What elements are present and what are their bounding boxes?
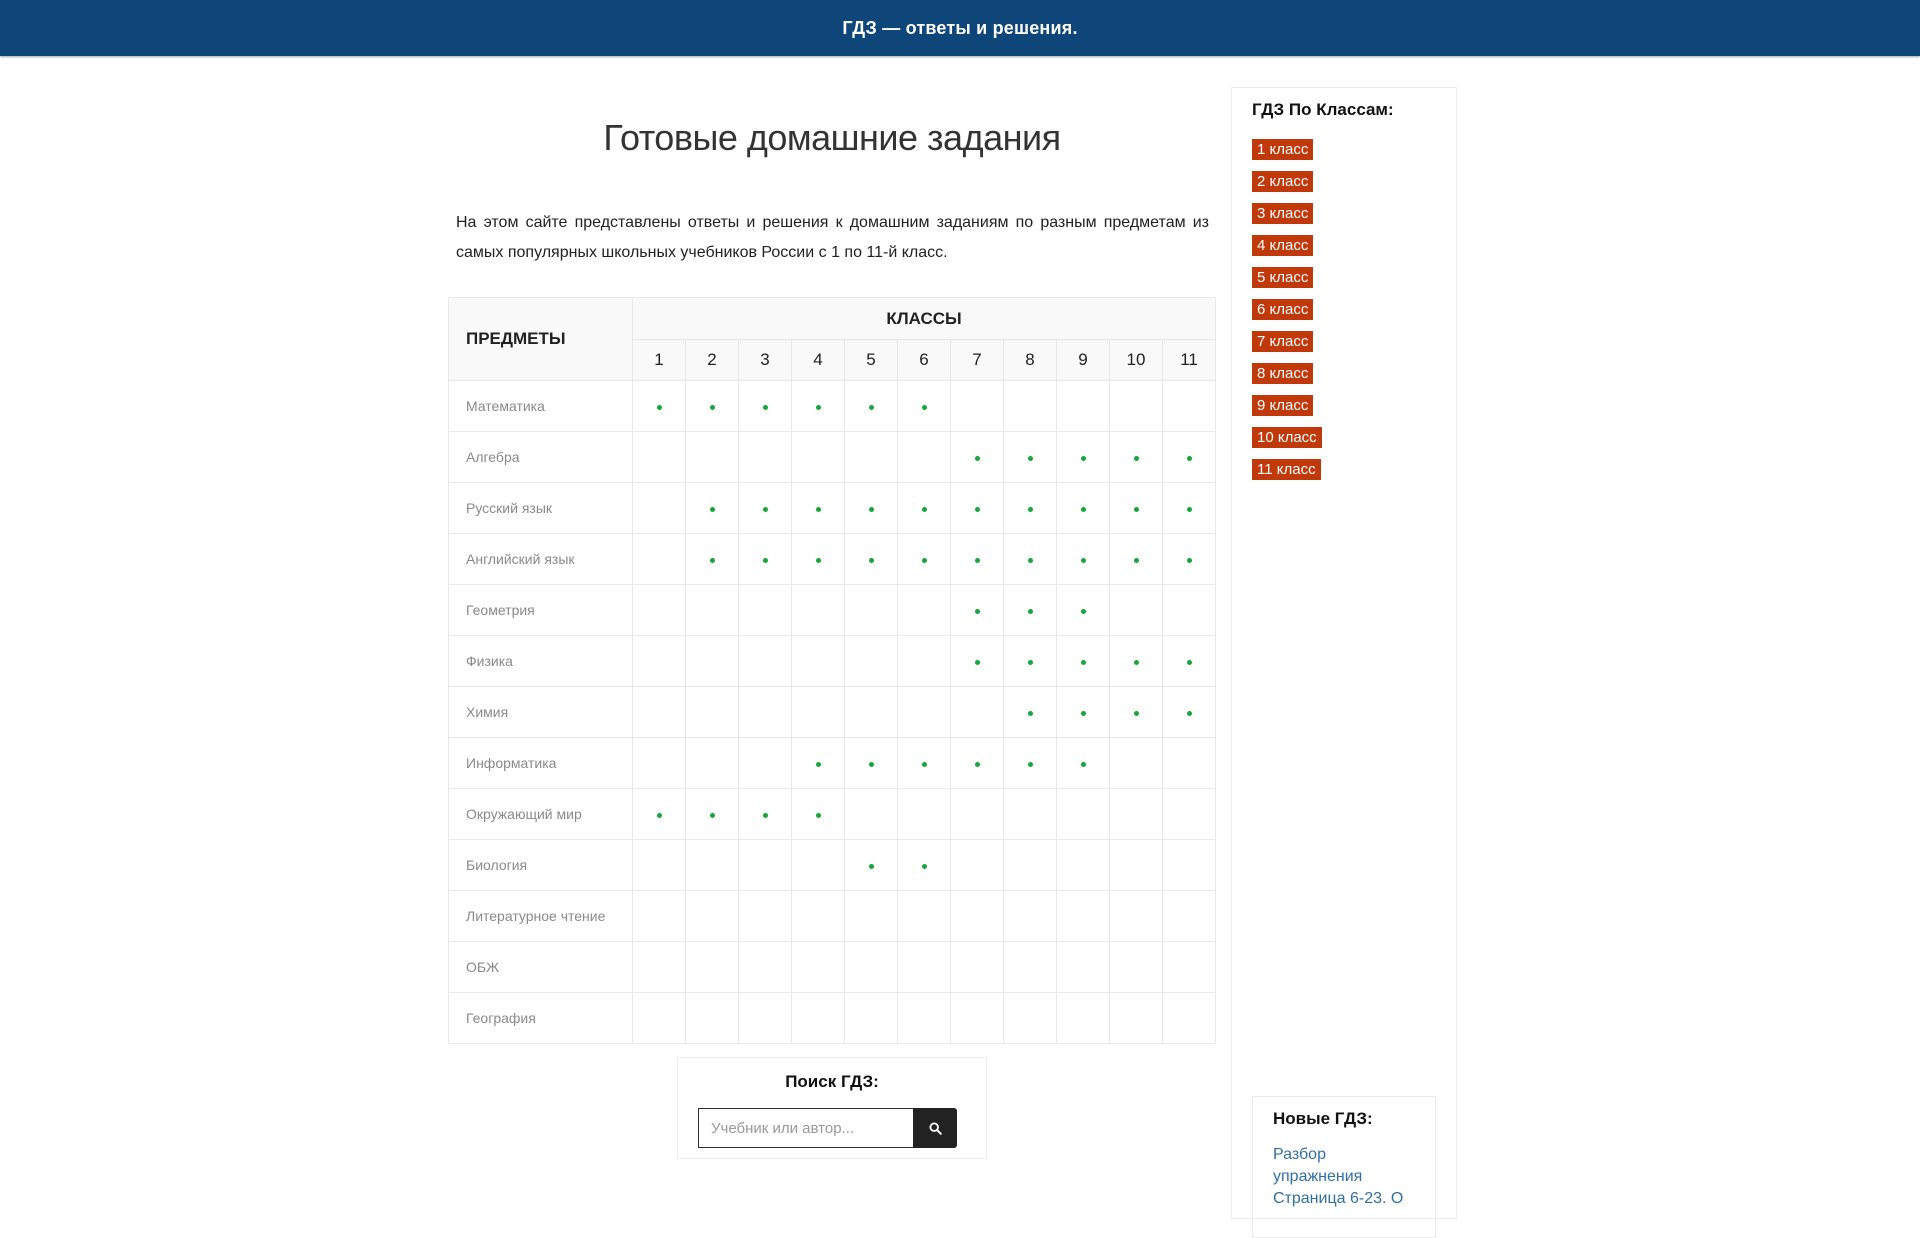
- grade-cell: [845, 789, 898, 840]
- available-dot-icon[interactable]: [1187, 711, 1192, 716]
- available-dot-icon[interactable]: [710, 405, 715, 410]
- grade-cell: [739, 993, 792, 1044]
- available-dot-icon[interactable]: [1028, 558, 1033, 563]
- sidebar: [1231, 87, 1457, 1219]
- subject-name[interactable]: ОБЖ: [449, 942, 633, 993]
- available-dot-icon[interactable]: [710, 507, 715, 512]
- grade-cell: [898, 585, 951, 636]
- grade-cell: [1110, 738, 1163, 789]
- grade-cell: [633, 534, 686, 585]
- grade-cell[interactable]: [845, 483, 898, 534]
- grade-cell: [845, 891, 898, 942]
- grade-cell: [951, 993, 1004, 1044]
- grade-cell: [1057, 789, 1110, 840]
- grade-cell[interactable]: [686, 534, 739, 585]
- search-row: [698, 1108, 957, 1148]
- list-item: [1252, 203, 1322, 235]
- available-dot-icon[interactable]: [816, 507, 821, 512]
- grade-cell[interactable]: [792, 381, 845, 432]
- subject-name[interactable]: Литературное чтение: [449, 891, 633, 942]
- table-row: [449, 585, 1216, 636]
- class-link-3[interactable]: 3 класс: [1252, 203, 1313, 224]
- grade-cell: [792, 636, 845, 687]
- class-link-10[interactable]: 10 класс: [1252, 427, 1322, 448]
- available-dot-icon[interactable]: [869, 864, 874, 869]
- grade-cell[interactable]: [898, 840, 951, 891]
- available-dot-icon[interactable]: [816, 405, 821, 410]
- subject-name[interactable]: Окружающий мир: [449, 789, 633, 840]
- grade-cell[interactable]: [1110, 534, 1163, 585]
- grade-cell[interactable]: [1110, 636, 1163, 687]
- grade-cell: [951, 789, 1004, 840]
- grade-cell[interactable]: [951, 636, 1004, 687]
- list-item: [1252, 139, 1322, 171]
- grade-cell[interactable]: [898, 483, 951, 534]
- grade-cell: [686, 993, 739, 1044]
- search-icon: [929, 1122, 942, 1135]
- grade-cell: [1163, 891, 1216, 942]
- grade-header-1: 1: [633, 340, 686, 381]
- grade-cell: [633, 942, 686, 993]
- grade-cell[interactable]: [845, 381, 898, 432]
- list-item: [1252, 299, 1322, 331]
- subject-name[interactable]: Математика: [449, 381, 633, 432]
- grade-cell: [792, 840, 845, 891]
- grade-cell[interactable]: [739, 381, 792, 432]
- grade-cell[interactable]: [951, 585, 1004, 636]
- available-dot-icon[interactable]: [975, 660, 980, 665]
- available-dot-icon[interactable]: [1134, 711, 1139, 716]
- available-dot-icon[interactable]: [922, 558, 927, 563]
- main-content: [448, 88, 1216, 1091]
- list-item: [1252, 395, 1322, 427]
- grade-cell: [951, 381, 1004, 432]
- subject-name[interactable]: Английский язык: [449, 534, 633, 585]
- grade-cell[interactable]: [951, 738, 1004, 789]
- grade-cell: [686, 432, 739, 483]
- grade-cell: [898, 942, 951, 993]
- grade-cell: [739, 840, 792, 891]
- grade-cell: [686, 891, 739, 942]
- grade-cell: [1163, 942, 1216, 993]
- grade-cell[interactable]: [1004, 687, 1057, 738]
- grade-header-7: 7: [951, 340, 1004, 381]
- grade-cell[interactable]: [1004, 432, 1057, 483]
- grade-header-3: 3: [739, 340, 792, 381]
- grade-cell[interactable]: [686, 483, 739, 534]
- available-dot-icon[interactable]: [657, 405, 662, 410]
- grade-cell: [739, 687, 792, 738]
- grade-cell: [686, 636, 739, 687]
- grade-header-8: 8: [1004, 340, 1057, 381]
- available-dot-icon[interactable]: [975, 762, 980, 767]
- grade-header-11: 11: [1163, 340, 1216, 381]
- grade-header-2: 2: [686, 340, 739, 381]
- grade-cell: [898, 891, 951, 942]
- available-dot-icon[interactable]: [763, 558, 768, 563]
- intro-text: На этом сайте представлены ответы и решения к домашним заданиям по разным предметам из самых популярных школьных учебников России с 1 по 11-й класс.: [456, 214, 1209, 261]
- available-dot-icon[interactable]: [1134, 507, 1139, 512]
- table-row: [449, 993, 1216, 1044]
- available-dot-icon[interactable]: [710, 813, 715, 818]
- table-row: [449, 636, 1216, 687]
- class-link-11[interactable]: 11 класс: [1252, 459, 1321, 480]
- new-gdz-title: Новые ГДЗ:: [1273, 1109, 1373, 1128]
- grade-cell: [1163, 585, 1216, 636]
- grade-cell[interactable]: [1057, 636, 1110, 687]
- grade-cell[interactable]: [792, 738, 845, 789]
- grade-cell[interactable]: [739, 789, 792, 840]
- available-dot-icon[interactable]: [1028, 507, 1033, 512]
- grade-cell: [845, 687, 898, 738]
- table-row: [449, 789, 1216, 840]
- grade-cell[interactable]: [792, 789, 845, 840]
- search-button[interactable]: [913, 1108, 957, 1148]
- grade-cell[interactable]: [951, 534, 1004, 585]
- grade-cell: [1163, 381, 1216, 432]
- grade-cell[interactable]: [1057, 738, 1110, 789]
- available-dot-icon[interactable]: [763, 507, 768, 512]
- grade-cell: [633, 432, 686, 483]
- subjects-column-header: ПРЕДМЕТЫ: [449, 298, 633, 381]
- available-dot-icon[interactable]: [975, 609, 980, 614]
- grade-cell[interactable]: [898, 738, 951, 789]
- table-row: [449, 891, 1216, 942]
- grade-cell[interactable]: [1004, 534, 1057, 585]
- table-row: [449, 483, 1216, 534]
- grade-cell[interactable]: [1110, 432, 1163, 483]
- grade-cell: [898, 432, 951, 483]
- list-item: [1252, 427, 1322, 459]
- class-link-1[interactable]: 1 класс: [1252, 139, 1313, 160]
- available-dot-icon[interactable]: [975, 507, 980, 512]
- grade-cell: [633, 585, 686, 636]
- grade-cell[interactable]: [1004, 585, 1057, 636]
- available-dot-icon[interactable]: [1081, 609, 1086, 614]
- available-dot-icon[interactable]: [922, 864, 927, 869]
- class-link-8[interactable]: 8 класс: [1252, 363, 1313, 384]
- grade-cell: [633, 891, 686, 942]
- subject-name[interactable]: Информатика: [449, 738, 633, 789]
- grade-cell: [845, 585, 898, 636]
- grade-cell: [1110, 789, 1163, 840]
- available-dot-icon[interactable]: [1187, 558, 1192, 563]
- grade-cell[interactable]: [739, 483, 792, 534]
- available-dot-icon[interactable]: [975, 558, 980, 563]
- site-title[interactable]: ГДЗ — ответы и решения.: [842, 17, 1078, 38]
- grade-cell[interactable]: [686, 789, 739, 840]
- available-dot-icon[interactable]: [1081, 507, 1086, 512]
- available-dot-icon[interactable]: [1028, 456, 1033, 461]
- grade-cell: [1004, 381, 1057, 432]
- grade-cell: [686, 738, 739, 789]
- grade-cell: [633, 687, 686, 738]
- available-dot-icon[interactable]: [1081, 660, 1086, 665]
- subject-name[interactable]: Химия: [449, 687, 633, 738]
- search-input[interactable]: [698, 1108, 913, 1148]
- available-dot-icon[interactable]: [1081, 456, 1086, 461]
- grade-cell: [1110, 891, 1163, 942]
- grade-cell[interactable]: [1057, 585, 1110, 636]
- search-widget: [677, 1057, 987, 1159]
- grade-cell: [951, 687, 1004, 738]
- grade-cell: [1163, 840, 1216, 891]
- available-dot-icon[interactable]: [1028, 660, 1033, 665]
- grade-cell: [633, 840, 686, 891]
- available-dot-icon[interactable]: [922, 405, 927, 410]
- grade-cell: [1163, 993, 1216, 1044]
- subject-name[interactable]: Алгебра: [449, 432, 633, 483]
- grade-cell: [1110, 381, 1163, 432]
- grade-cell: [1057, 891, 1110, 942]
- grade-cell: [1004, 993, 1057, 1044]
- grade-cell: [633, 636, 686, 687]
- grade-cell[interactable]: [845, 738, 898, 789]
- site-header: [0, 0, 1920, 56]
- table-row: [449, 432, 1216, 483]
- available-dot-icon[interactable]: [1134, 660, 1139, 665]
- grade-cell[interactable]: [1004, 738, 1057, 789]
- grade-cell: [739, 432, 792, 483]
- available-dot-icon[interactable]: [975, 456, 980, 461]
- grade-cell: [633, 993, 686, 1044]
- grade-cell: [1004, 840, 1057, 891]
- grade-cell[interactable]: [1163, 534, 1216, 585]
- available-dot-icon[interactable]: [1081, 711, 1086, 716]
- grade-cell: [792, 432, 845, 483]
- available-dot-icon[interactable]: [816, 762, 821, 767]
- page-title: Готовые домашние задания: [603, 117, 1061, 158]
- grade-cell[interactable]: [1057, 432, 1110, 483]
- grade-cell: [1110, 993, 1163, 1044]
- table-row: [449, 687, 1216, 738]
- class-link-4[interactable]: 4 класс: [1252, 235, 1313, 256]
- subject-name[interactable]: Биология: [449, 840, 633, 891]
- search-title: Поиск ГДЗ:: [785, 1072, 879, 1091]
- grade-cell: [792, 993, 845, 1044]
- available-dot-icon[interactable]: [1134, 558, 1139, 563]
- class-link-6[interactable]: 6 класс: [1252, 299, 1313, 320]
- new-gdz-widget: [1252, 1096, 1436, 1238]
- grade-header-4: 4: [792, 340, 845, 381]
- grade-cell: [1004, 891, 1057, 942]
- grade-cell: [1057, 840, 1110, 891]
- grade-cell: [1110, 942, 1163, 993]
- grade-header-9: 9: [1057, 340, 1110, 381]
- grade-cell: [1110, 840, 1163, 891]
- grade-cell[interactable]: [898, 534, 951, 585]
- grade-cell[interactable]: [633, 789, 686, 840]
- table-row: [449, 381, 1216, 432]
- available-dot-icon[interactable]: [1028, 609, 1033, 614]
- grade-cell[interactable]: [686, 381, 739, 432]
- grade-cell[interactable]: [951, 432, 1004, 483]
- grade-cell: [1057, 381, 1110, 432]
- grade-cell[interactable]: [792, 534, 845, 585]
- grade-cell[interactable]: [1057, 534, 1110, 585]
- grade-cell: [845, 636, 898, 687]
- available-dot-icon[interactable]: [816, 813, 821, 818]
- grade-cell: [739, 891, 792, 942]
- available-dot-icon[interactable]: [869, 762, 874, 767]
- grade-cell[interactable]: [1163, 636, 1216, 687]
- available-dot-icon[interactable]: [657, 813, 662, 818]
- grade-cell[interactable]: [1057, 483, 1110, 534]
- list-item: [1252, 267, 1322, 299]
- grade-cell[interactable]: [633, 381, 686, 432]
- grade-cell: [686, 585, 739, 636]
- grade-cell: [1110, 585, 1163, 636]
- grade-cell: [845, 432, 898, 483]
- available-dot-icon[interactable]: [816, 558, 821, 563]
- grade-cell: [951, 840, 1004, 891]
- grade-cell: [792, 687, 845, 738]
- available-dot-icon[interactable]: [763, 405, 768, 410]
- list-item: [1252, 363, 1322, 395]
- grade-cell[interactable]: [1163, 432, 1216, 483]
- grade-cell[interactable]: [845, 840, 898, 891]
- available-dot-icon[interactable]: [869, 507, 874, 512]
- grade-cell[interactable]: [1110, 483, 1163, 534]
- available-dot-icon[interactable]: [1187, 456, 1192, 461]
- grade-cell: [792, 891, 845, 942]
- grade-cell: [633, 483, 686, 534]
- grade-cell[interactable]: [792, 483, 845, 534]
- available-dot-icon[interactable]: [1081, 762, 1086, 767]
- available-dot-icon[interactable]: [869, 405, 874, 410]
- grade-cell[interactable]: [898, 381, 951, 432]
- list-item: [1252, 235, 1322, 267]
- grade-cell[interactable]: [1163, 687, 1216, 738]
- grade-cell: [898, 636, 951, 687]
- grade-cell: [1057, 993, 1110, 1044]
- available-dot-icon[interactable]: [922, 507, 927, 512]
- grade-cell: [898, 789, 951, 840]
- available-dot-icon[interactable]: [1187, 660, 1192, 665]
- grade-cell[interactable]: [845, 534, 898, 585]
- class-link-7[interactable]: 7 класс: [1252, 331, 1313, 352]
- grade-cell: [845, 942, 898, 993]
- list-item: [1252, 459, 1322, 491]
- available-dot-icon[interactable]: [1028, 762, 1033, 767]
- grade-cell: [686, 840, 739, 891]
- class-link-5[interactable]: 5 класс: [1252, 267, 1313, 288]
- grade-cell: [898, 687, 951, 738]
- grade-cell[interactable]: [951, 483, 1004, 534]
- grade-header-10: 10: [1110, 340, 1163, 381]
- grade-cell: [792, 585, 845, 636]
- available-dot-icon[interactable]: [710, 558, 715, 563]
- subject-name[interactable]: Физика: [449, 636, 633, 687]
- class-link-2[interactable]: 2 класс: [1252, 171, 1313, 192]
- available-dot-icon[interactable]: [922, 762, 927, 767]
- grade-cell: [686, 942, 739, 993]
- grade-cell: [739, 636, 792, 687]
- grade-cell[interactable]: [1004, 636, 1057, 687]
- available-dot-icon[interactable]: [1187, 507, 1192, 512]
- grade-cell[interactable]: [1057, 687, 1110, 738]
- class-link-9[interactable]: 9 класс: [1252, 395, 1313, 416]
- subjects-grade-table: [448, 297, 1216, 1044]
- grade-cell: [1004, 942, 1057, 993]
- grade-cell: [1163, 738, 1216, 789]
- grade-cell: [686, 687, 739, 738]
- grade-cell: [739, 942, 792, 993]
- table-row: [449, 534, 1216, 585]
- available-dot-icon[interactable]: [1134, 456, 1139, 461]
- grade-header-5: 5: [845, 340, 898, 381]
- subject-name[interactable]: География: [449, 993, 633, 1044]
- table-row: [449, 942, 1216, 993]
- grade-cell: [951, 891, 1004, 942]
- table-row: [449, 840, 1216, 891]
- subject-name[interactable]: Геометрия: [449, 585, 633, 636]
- grade-cell: [792, 942, 845, 993]
- classes-column-header: КЛАССЫ: [633, 298, 1216, 340]
- table-row: [449, 738, 1216, 789]
- sidebar-title: ГДЗ По Классам:: [1252, 100, 1394, 119]
- new-gdz-link[interactable]: Разбор упражнения Страница 6-23. О: [1273, 1146, 1404, 1207]
- grade-cell[interactable]: [1163, 483, 1216, 534]
- grade-cell: [739, 585, 792, 636]
- available-dot-icon[interactable]: [1028, 711, 1033, 716]
- grade-cell: [633, 738, 686, 789]
- class-list: [1252, 139, 1322, 491]
- grade-cell: [739, 738, 792, 789]
- grade-cell: [1163, 789, 1216, 840]
- grade-cell: [898, 993, 951, 1044]
- grade-cell: [1004, 789, 1057, 840]
- grade-cell[interactable]: [1004, 483, 1057, 534]
- subject-name[interactable]: Русский язык: [449, 483, 633, 534]
- available-dot-icon[interactable]: [763, 813, 768, 818]
- grade-cell[interactable]: [739, 534, 792, 585]
- available-dot-icon[interactable]: [869, 558, 874, 563]
- available-dot-icon[interactable]: [1081, 558, 1086, 563]
- grade-cell: [845, 993, 898, 1044]
- list-item: [1252, 331, 1322, 363]
- grade-header-6: 6: [898, 340, 951, 381]
- grade-cell: [1057, 942, 1110, 993]
- list-item: [1252, 171, 1322, 203]
- grade-cell[interactable]: [1110, 687, 1163, 738]
- grade-cell: [951, 942, 1004, 993]
